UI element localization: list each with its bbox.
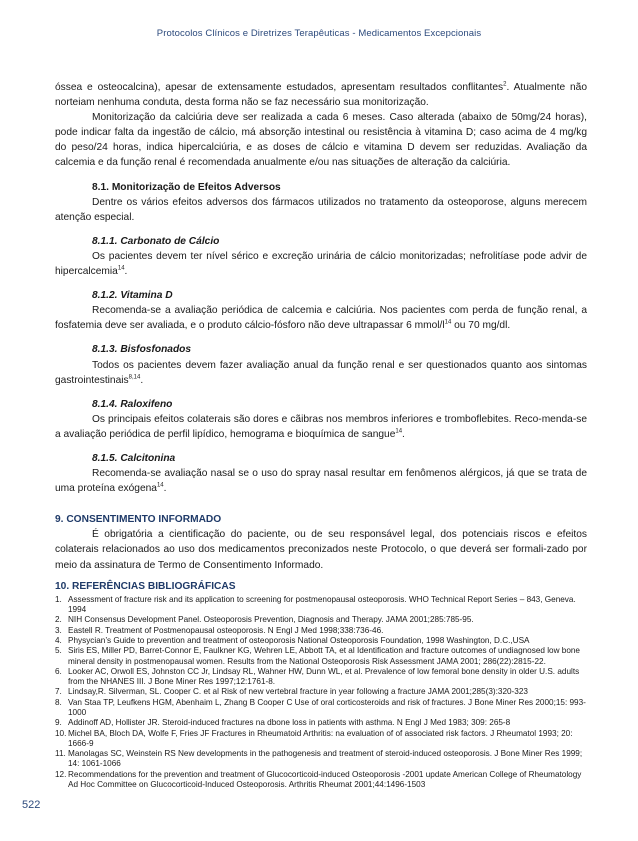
- intro-text-cont: . Atualmente não norteiam nenhuma conduta, desta forma não se faz necessário sua monitorização.: [55, 82, 587, 109]
- section-text-end: .: [163, 483, 167, 495]
- reference-number: 4.: [55, 635, 62, 645]
- reference-item: [55, 687, 587, 697]
- section-10-title: 10. REFERÊNCIAS BIBLIOGRÁFICAS: [55, 580, 236, 592]
- intro-paragraph-1: [55, 80, 587, 110]
- reference-item: [55, 718, 587, 728]
- page-number: 522: [22, 799, 41, 811]
- reference-text: Physycian’s Guide to prevention and treatment of osteoporosis National Osteoporosis Foundation, 1998 Washington, D.C.,USA: [68, 635, 530, 645]
- page-header: Protocolos Clínicos e Diretrizes Terapêuticas - Medicamentos Excepcionais: [156, 28, 482, 39]
- reference-text: Lindsay,R. Silverman, SL. Cooper C. et al Risk of new vertebral fracture in year following a fracture JAMA 2001;285(3):320-323: [68, 687, 528, 697]
- reference-number: 9.: [55, 718, 62, 728]
- section-8-1-5-title: 8.1.5. Calcitonina: [92, 452, 176, 464]
- section-8-1-4-text: [55, 412, 587, 442]
- reference-number: 1.: [55, 594, 62, 604]
- reference-number: 3.: [55, 625, 62, 635]
- reference-number: 6.: [55, 666, 62, 676]
- citation-sup: 14: [444, 319, 452, 326]
- reference-number: 11.: [55, 749, 66, 759]
- section-8-1-1-text: [55, 249, 587, 279]
- section-text: Recomenda-se avaliação nasal se o uso do spray nasal resultar em fenômenos alérgicos, já que se trata de uma proteína exógena: [55, 468, 587, 495]
- section-8-1-2-text: [55, 303, 587, 333]
- reference-text: Manolagas SC, Weinstein RS New developments in the pathogenesis and treatment of steroid-induced osteoporosis. J Bone Miner Res 1999; 14: 1061-1066: [68, 749, 583, 769]
- intro-text: óssea e osteocalcina), apesar de extensamente estudados, apresentam resultados conflitantes: [55, 82, 504, 93]
- citation-sup: 8,14: [128, 374, 141, 381]
- reference-list: [55, 595, 587, 791]
- reference-text: Siris ES, Miller PD, Barret-Connor E, Faulkner KG, Wehren LE, Abbott TA, et al Identification and fracture outcomes of undiagnosed low bone mineral density in postmenopausal women. Results from the National Osteoporosis Risk Assessment JAMA 2001; 286(22):2815-22.: [68, 646, 580, 666]
- section-text: Os pacientes devem ter nível sérico e excreção urinária de cálcio monitorizadas; nefrolitíase pode advir de hipercalcemia: [55, 250, 587, 278]
- section-text-end: .: [402, 428, 405, 440]
- document-body: [55, 80, 587, 790]
- reference-number: 5.: [55, 646, 62, 656]
- reference-number: 10.: [55, 728, 67, 738]
- section-8-1-1-title: 8.1.1. Carbonato de Cálcio: [92, 235, 220, 247]
- reference-text: Eastell R. Treatment of Postmenopausal osteoporosis. N Engl J Med 1998;338:736-46.: [68, 625, 384, 635]
- reference-item: [55, 729, 587, 750]
- section-8-1-2-title: 8.1.2. Vitamina D: [92, 290, 173, 302]
- reference-item: [55, 595, 587, 616]
- section-text-end: .: [140, 374, 144, 386]
- section-8-1-title: 8.1. Monitorização de Efeitos Adversos: [92, 181, 281, 193]
- section-8-1-3-title: 8.1.3. Bisfosfonados: [92, 344, 192, 356]
- section-8-1-text: Dentre os vários efeitos adversos dos fármacos utilizados no tratamento da osteoporose, alguns merecem atenção especial.: [55, 196, 587, 223]
- section-text-end: ou 70 mg/dl.: [451, 320, 511, 332]
- reference-item: [55, 667, 587, 688]
- section-text: Os principais efeitos colaterais são dores e cãibras nos membros inferiores e tromboflebites. Reco-menda-se a avaliação periódica de perfil lipídico, hemograma e bioquímica de sangue: [55, 413, 587, 440]
- reference-item: [55, 626, 587, 636]
- section-9-title: 9. CONSENTIMENTO INFORMADO: [55, 514, 222, 526]
- reference-item: [55, 636, 587, 646]
- section-text: Recomenda-se a avaliação periódica de calcemia e calciúria. Nos pacientes com perda de função renal, a fosfatemia deve ser avaliada, e o produto cálcio-fósforo não deve ultrapassar 6 mmol/l: [55, 305, 587, 332]
- reference-item: [55, 770, 587, 791]
- reference-text: Michel BA, Bloch DA, Wolfe F, Fries JF Fractures in Rheumatoid Arthritis: na evaluation of of associated risk factors. J Rheumatol 1993; 20: 1666-9: [68, 728, 573, 748]
- reference-text: NIH Consensus Development Panel. Osteoporosis Prevention, Diagnosis and Therapy. JAMA 2001;285:785-95.: [68, 615, 474, 625]
- reference-item: [55, 646, 587, 667]
- section-8-1-4-title: 8.1.4. Raloxifeno: [92, 398, 173, 410]
- section-8-1-3-text: [55, 358, 587, 388]
- reference-number: 7.: [55, 687, 62, 697]
- citation-sup: 14: [395, 428, 403, 435]
- reference-text: Addinoff AD, Hollister JR. Steroid-induced fractures na dbone loss in patients with asthma. N Engl J Med 1983; 309: 265-8: [68, 718, 511, 728]
- citation-sup: 14: [156, 482, 164, 489]
- section-9-text: É obrigatória a cientificação do paciente, ou de seu responsável legal, dos potenciais riscos e efeitos colaterais relacionados ao uso dos medicamentos preconizados neste Protocolo, o que deverá ser formali-zado por meio da assinatura de Termo de Consentimento Informado.: [55, 529, 587, 571]
- citation-sup: 14: [117, 265, 125, 272]
- reference-item: [55, 749, 587, 770]
- reference-text: Recommendations for the prevention and treatment of Glucocorticoid-induced Osteoporosis -2001 update American College of Rheumatology Ad Hoc Committee on Glucocorticoid-Induced Osteoporosis. Arthritis Rheumat 2001;44:1496-1503: [68, 769, 582, 790]
- reference-text: Van Staa TP, Leufkens HGM, Abenhaim L, Zhang B Cooper C Use of oral corticosteroids and risk of fractures. J Bone Miner Res 2000;15: 993-1000: [68, 697, 586, 717]
- reference-number: 12.: [55, 769, 67, 779]
- section-text: Todos os pacientes devem fazer avaliação anual da função renal e ser questionados quanto aos sintomas gastrointestinais: [55, 359, 587, 386]
- reference-item: [55, 698, 587, 719]
- intro-paragraph-2: Monitorização da calciúria deve ser realizada a cada 6 meses. Caso alterada (abaixo de 50mg/24 horas), pode indicar falta da ingestão de cálcio, má absorção intestinal ou resistência à vitamina D; caso acima de 4 mg/kg do peso/24 horas, indica hipercalciúria, e as doses de cálcio e vitamina D devem ser reduzidas. Avaliação da calcemia e da função renal é recomendada anualmente e/ou nas situações de alteração da calciúria.: [55, 112, 587, 169]
- section-text-end: .: [124, 266, 128, 278]
- reference-text: Assessment of fracture risk and its application to screening for postmenopausal osteoporosis. WHO Technical Report Series – 843, Geneva. 1994: [68, 594, 576, 615]
- reference-item: [55, 615, 587, 625]
- reference-text: Looker AC, Orwoll ES, Johnston CC Jr, Lindsay RL, Wahner HW, Dunn WL, et al. Prevalence of low femoral bone density in older U.S. adults from the NHANES III. J Bone Miner Res 1997;12:1761-8.: [68, 666, 580, 687]
- citation-sup: 2: [503, 81, 507, 88]
- section-8-1-5-text: [55, 466, 587, 496]
- reference-number: 8.: [55, 697, 62, 707]
- reference-number: 2.: [55, 615, 62, 625]
